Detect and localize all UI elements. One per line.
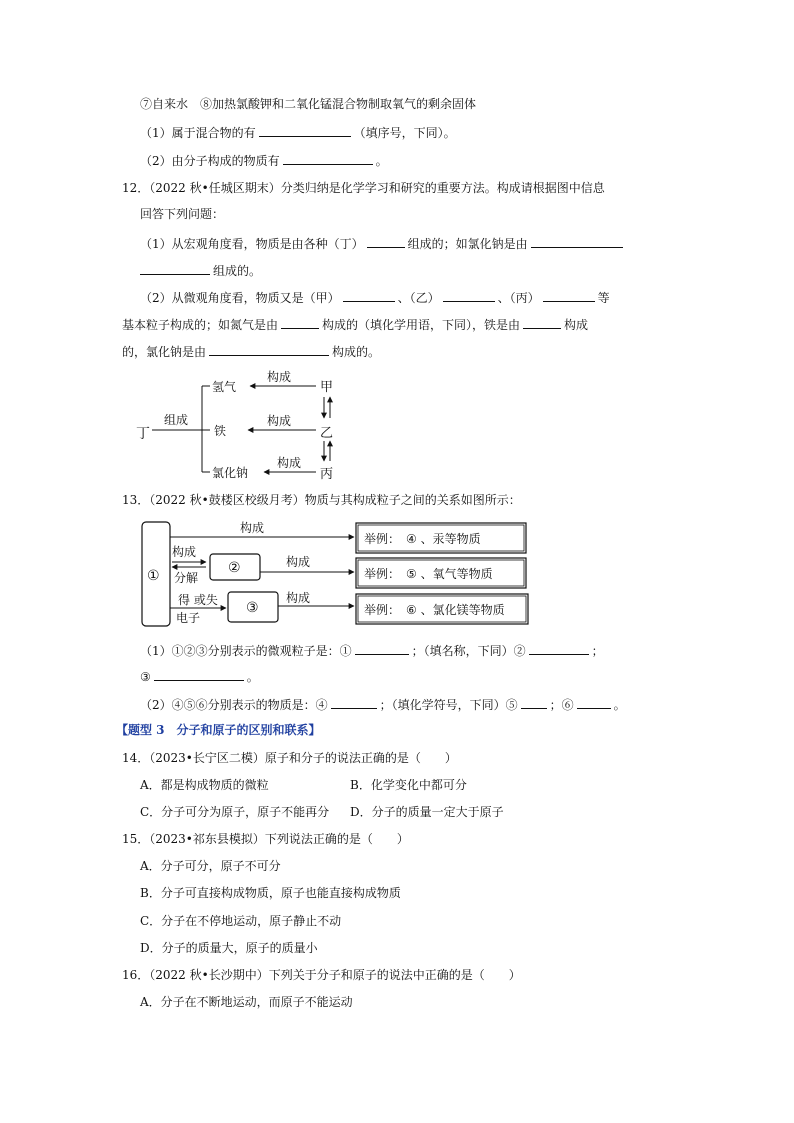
q13-part2-pre: （2）④⑤⑥分别表示的物质是：④	[140, 698, 328, 712]
q13-part1-cont	[140, 668, 259, 685]
particle-yi: 乙	[320, 426, 334, 441]
q13-part1-mid: ；（填名称，下同）②	[411, 644, 526, 658]
answer-blank[interactable]	[259, 124, 351, 137]
section-heading: 【题型 3 分子和原子的区别和联系】	[116, 723, 321, 737]
compose-label: 组成	[164, 413, 189, 427]
ding-label: 丁	[136, 426, 150, 442]
answer-blank[interactable]	[283, 152, 373, 165]
particle-jia: 甲	[320, 380, 334, 395]
q12-part1-pre: （1）从宏观角度看，物质是由各种（丁）	[140, 237, 364, 251]
answer-blank[interactable]	[577, 696, 611, 709]
q16-stem: 16．（2022 秋•长沙期中）下列关于分子和原子的说法中正确的是（ ）	[122, 968, 521, 982]
q12-part2-pre: （2）从微观角度看，物质又是（甲）	[140, 291, 340, 305]
q13-part1-end: ；	[591, 644, 604, 658]
q15-option-b[interactable]: B．分子可直接构成物质，原子也能直接构成物质	[140, 886, 401, 900]
q14-option-c[interactable]: C．分子可分为原子，原子不能再分	[140, 805, 330, 819]
q13-part2-sep: ；⑥	[549, 698, 574, 712]
goucheng-top-label: 构成	[240, 521, 265, 535]
answer-blank[interactable]	[331, 696, 377, 709]
substance-nacl: 氯化钠	[212, 466, 249, 480]
q15-option-a[interactable]: A．分子可分，原子不可分	[140, 859, 281, 873]
example2-text: 举例： ⑤ 、氧气等物质	[364, 567, 493, 581]
q12-part2-end: 等	[597, 291, 610, 305]
example3-text: 举例： ⑥ 、氯化镁等物质	[364, 603, 505, 617]
substance-iron: 铁	[214, 424, 227, 438]
q12-part2-l2-mid: 构成的（填化学用语，下同），铁是由	[322, 318, 521, 332]
q11-part1-pre: （1）属于混合物的有	[140, 126, 256, 140]
q13-part2-end: 。	[613, 698, 626, 712]
goucheng-left-label: 构成	[172, 545, 197, 559]
q13-part2-mid: ；（填化学符号，下同）⑤	[379, 698, 518, 712]
de-huo-shi-label: 得 或失	[178, 593, 218, 607]
goucheng-mid-label: 构成	[286, 555, 311, 569]
q13-diagram	[136, 518, 536, 630]
q11-items: ⑦自来水 ⑧加热氯酸钾和二氧化锰混合物制取氧气的剩余固体	[140, 97, 477, 111]
example1-text: 举例： ④ 、汞等物质	[364, 532, 481, 546]
goucheng-label-3: 构成	[277, 456, 302, 470]
goucheng-bottom-label: 构成	[286, 591, 311, 605]
q14-option-b[interactable]: B．化学变化中都可分	[350, 778, 467, 792]
q15-option-d[interactable]: D．分子的质量大，原子的质量小	[140, 941, 318, 955]
q13-part1-pre: （1）①②③分别表示的微观粒子是：①	[140, 644, 352, 658]
q13-stem: 13．（2022 秋•鼓楼区校级月考）物质与其构成粒子之间的关系如图所示：	[122, 493, 521, 507]
answer-blank[interactable]	[543, 289, 595, 302]
q12-part2-l2-end: 构成	[564, 318, 589, 332]
answer-blank[interactable]	[343, 289, 395, 302]
q13-part2	[140, 696, 626, 713]
answer-blank[interactable]	[531, 235, 623, 248]
q13-part1-l2-end: 。	[246, 670, 259, 684]
answer-blank[interactable]	[521, 696, 547, 709]
q12-part2-line3	[122, 343, 380, 360]
q14-option-d[interactable]: D．分子的质量一定大于原子	[350, 805, 504, 819]
answer-blank[interactable]	[281, 316, 319, 329]
circle1-label: ①	[147, 568, 160, 584]
circle3-label: ③	[246, 600, 259, 616]
substance-hydrogen: 氢气	[212, 380, 237, 394]
answer-blank[interactable]	[367, 235, 405, 248]
q12-part1-mid: 组成的；如氯化钠是由	[407, 237, 528, 251]
answer-blank[interactable]	[443, 289, 495, 302]
q12-diagram	[130, 368, 360, 484]
q13-part1-l2-pre: ③	[140, 670, 151, 684]
particle-bing: 丙	[320, 467, 334, 482]
q12-part2-l3-pre: 的，氯化钠是由	[122, 345, 207, 359]
q14-option-a[interactable]: A．都是构成物质的微粒	[140, 778, 269, 792]
answer-blank[interactable]	[140, 262, 210, 275]
answer-blank[interactable]	[209, 343, 329, 356]
circle2-label: ②	[228, 560, 241, 576]
q12-part1-end: 组成的。	[213, 264, 262, 278]
q12-part2-sep2: 、（丙）	[497, 291, 540, 305]
q14-stem: 14．（2023•长宁区二模）原子和分子的说法正确的是（ ）	[122, 751, 457, 765]
q12-part2-l3-end: 构成的。	[332, 345, 381, 359]
q15-stem: 15．（2023•祁东县模拟）下列说法正确的是（ ）	[122, 832, 409, 846]
answer-blank[interactable]	[529, 642, 589, 655]
q12-part2-l2-pre: 基本粒子构成的；如氮气是由	[122, 318, 279, 332]
q16-option-a[interactable]: A．分子在不断地运动，而原子不能运动	[140, 995, 353, 1009]
q12-part1	[140, 235, 626, 252]
q12-part2	[140, 289, 610, 306]
q11-part2-post: 。	[375, 154, 388, 168]
q15-option-c[interactable]: C．分子在不停地运动，原子静止不动	[140, 914, 342, 928]
q11-part1-post: （填序号，下同）。	[353, 126, 456, 140]
q11-part2-pre: （2）由分子构成的物质有	[140, 154, 280, 168]
q12-stem-line2: 回答下列问题：	[140, 207, 225, 221]
q12-part2-sep1: 、（乙）	[397, 291, 440, 305]
q12-part1-cont	[140, 262, 261, 279]
answer-blank[interactable]	[154, 668, 244, 681]
q12-stem-line1: 12．（2022 秋•任城区期末）分类归纳是化学学习和研究的重要方法。构成请根据图中信息	[122, 181, 605, 195]
q13-part1	[140, 642, 604, 659]
answer-blank[interactable]	[523, 316, 561, 329]
q11-part1	[140, 124, 456, 141]
q11-part2	[140, 152, 388, 169]
q12-part2-line2	[122, 316, 588, 333]
fenjie-label: 分解	[174, 571, 199, 585]
answer-blank[interactable]	[355, 642, 409, 655]
goucheng-label-2: 构成	[267, 414, 292, 428]
goucheng-label-1: 构成	[267, 370, 292, 384]
dianzi-label: 电子	[176, 611, 201, 625]
